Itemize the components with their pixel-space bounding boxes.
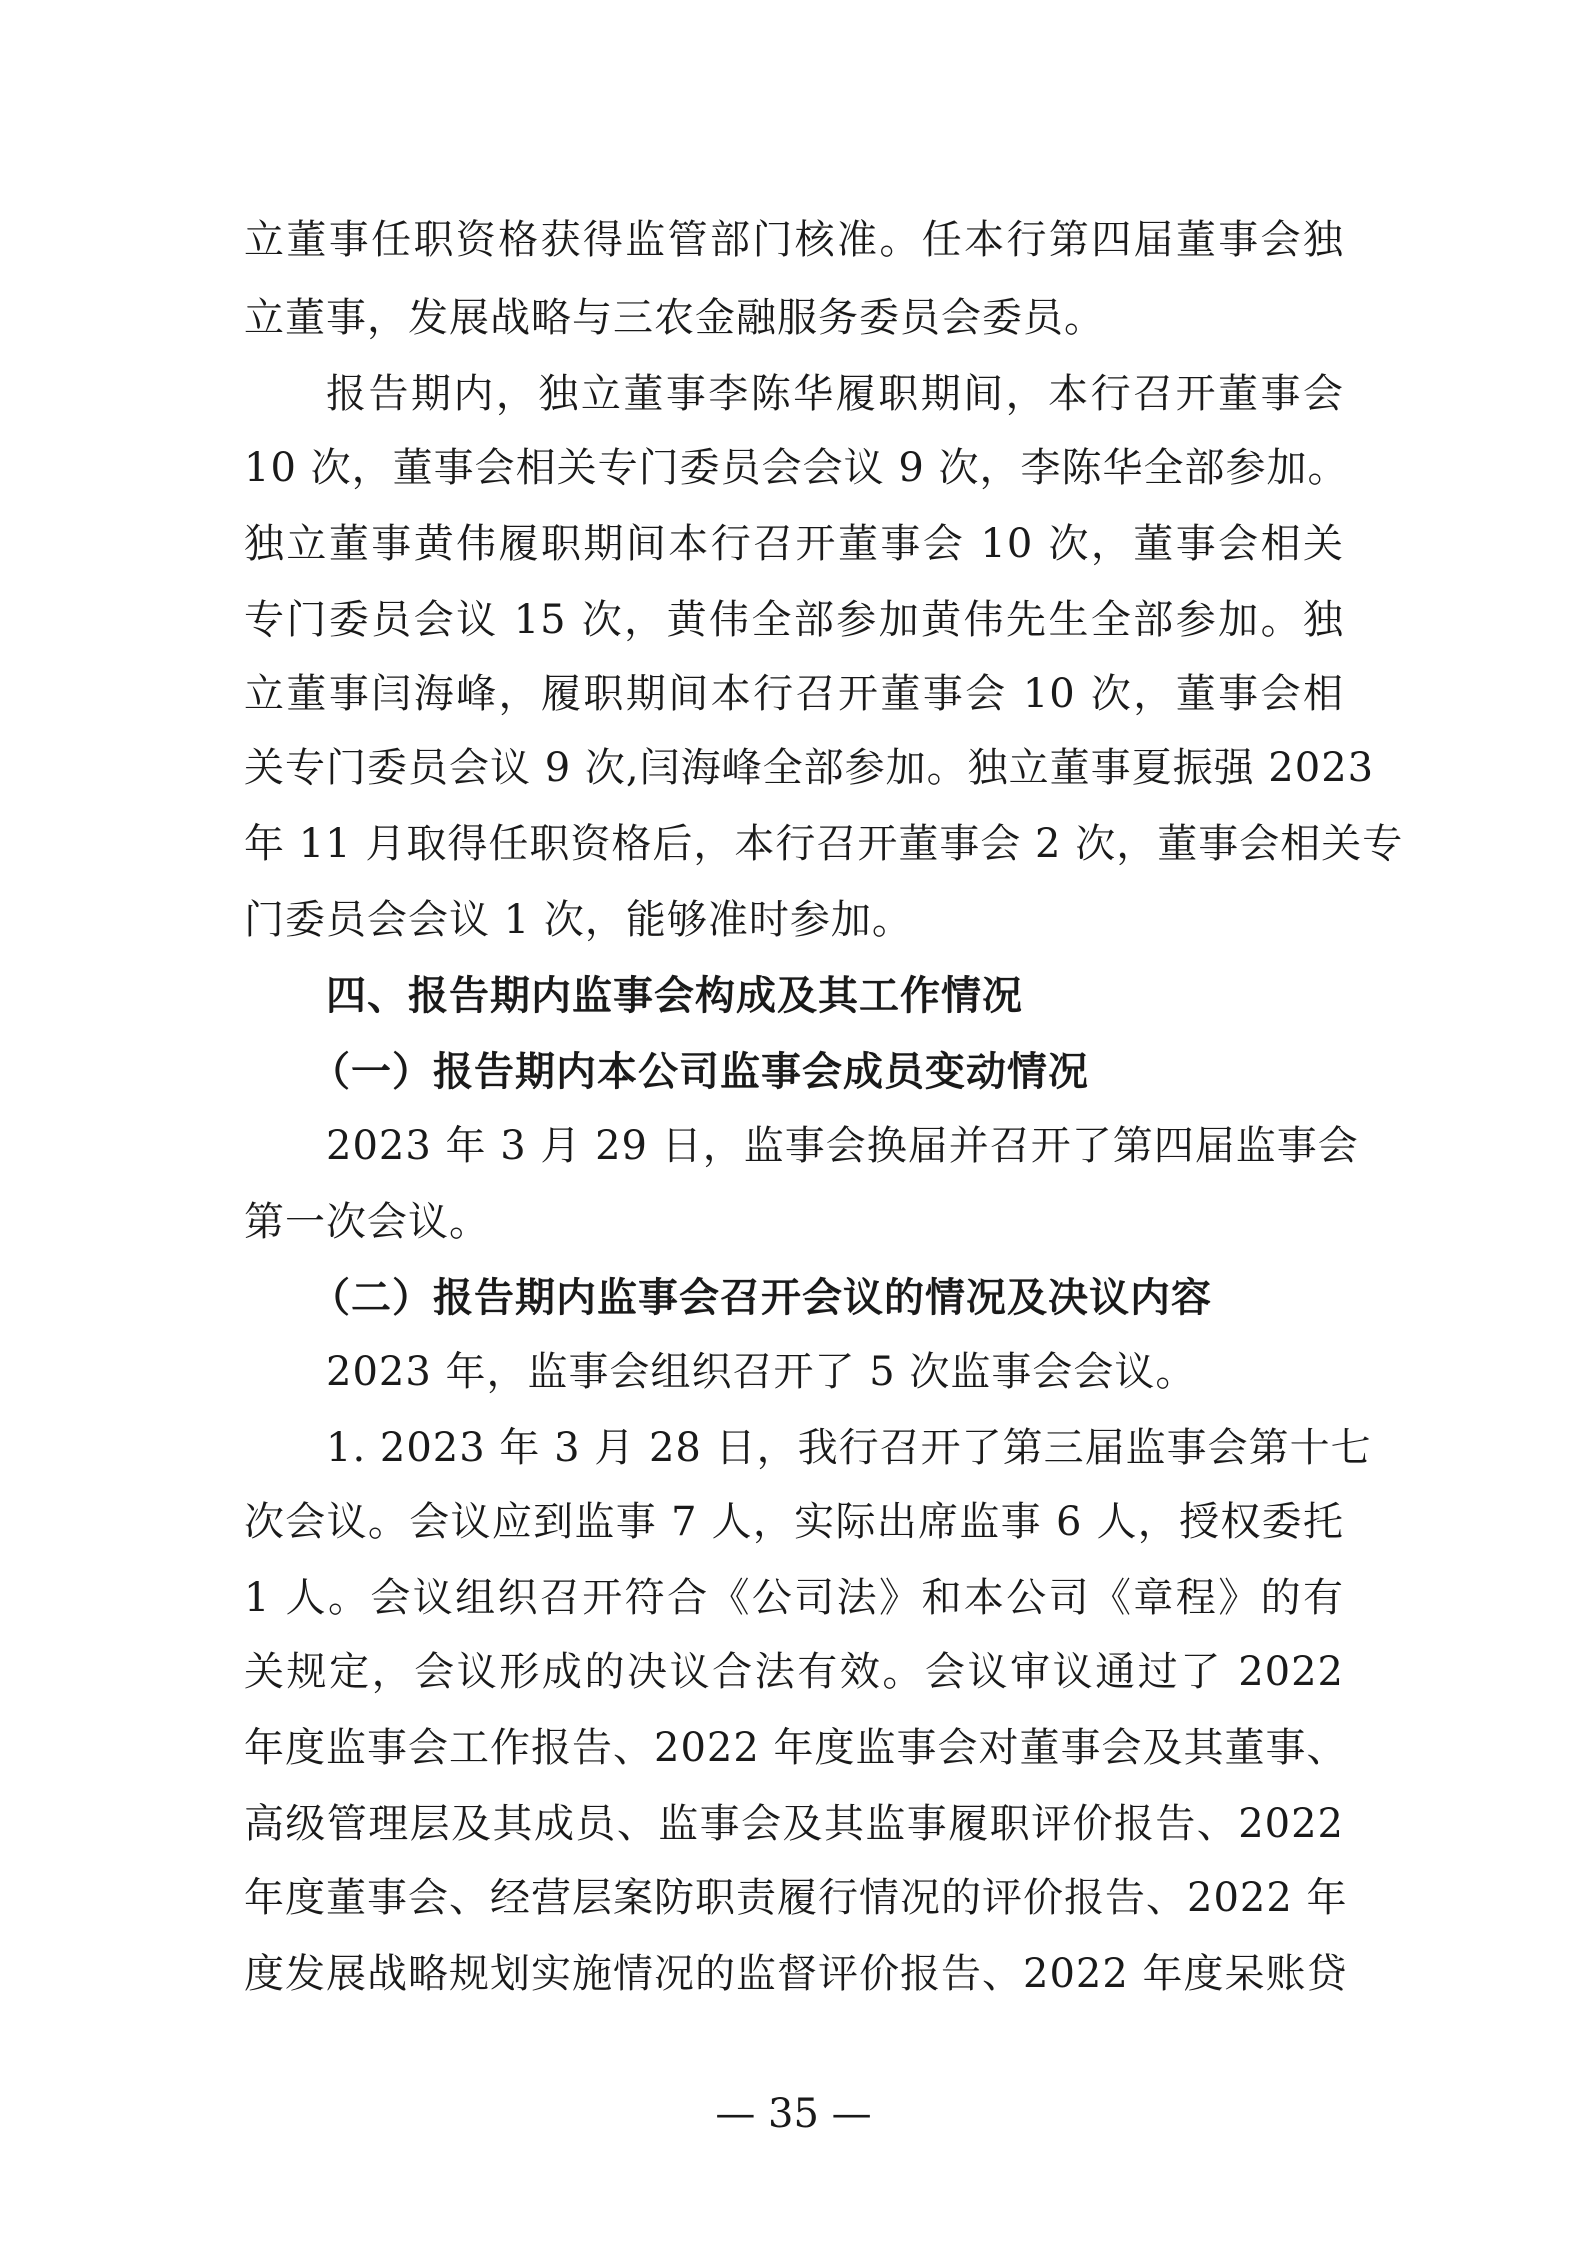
body-line: 10 次，董事会相关专门委员会会议 9 次，李陈华全部参加。 bbox=[244, 445, 1349, 491]
body-line: 关规定，会议形成的决议合法有效。会议审议通过了 2022 bbox=[244, 1649, 1344, 1695]
body-line: 2023 年，监事会组织召开了 5 次监事会会议。 bbox=[326, 1349, 1197, 1395]
body-line: 立董事闫海峰，履职期间本行召开董事会 10 次，董事会相 bbox=[244, 671, 1344, 717]
body-line: 次会议。会议应到监事 7 人，实际出席监事 6 人，授权委托 bbox=[244, 1499, 1344, 1545]
body-line: 关专门委员会议 9 次,闫海峰全部参加。独立董事夏振强 2023 bbox=[244, 745, 1375, 791]
body-line: 度发展战略规划实施情况的监督评价报告、2022 年度呆账贷 bbox=[244, 1951, 1348, 1997]
body-line: 立董事，发展战略与三农金融服务委员会委员。 bbox=[244, 295, 1105, 341]
body-line: 1. 2023 年 3 月 28 日，我行召开了第三届监事会第十七 bbox=[326, 1425, 1372, 1471]
body-line: 立董事任职资格获得监管部门核准。任本行第四届董事会独 bbox=[244, 217, 1344, 263]
page-number: — 35 — bbox=[715, 2091, 872, 2137]
body-line: 1 人。会议组织召开符合《公司法》和本公司《章程》的有 bbox=[244, 1575, 1344, 1621]
body-line: 高级管理层及其成员、监事会及其监事履职评价报告、2022 bbox=[244, 1801, 1344, 1847]
subsection-heading: （二）报告期内监事会召开会议的情况及决议内容 bbox=[310, 1274, 1212, 1321]
body-line: 门委员会会议 1 次，能够准时参加。 bbox=[244, 897, 913, 943]
section-heading: 四、报告期内监事会构成及其工作情况 bbox=[326, 972, 1023, 1019]
body-line: 2023 年 3 月 29 日，监事会换届并召开了第四届监事会 bbox=[326, 1123, 1359, 1169]
body-line: 年度董事会、经营层案防职责履行情况的评价报告、2022 年 bbox=[244, 1875, 1348, 1921]
body-line: 专门委员会议 15 次，黄伟全部参加黄伟先生全部参加。独 bbox=[244, 597, 1344, 643]
body-line: 第一次会议。 bbox=[244, 1199, 490, 1245]
body-line: 年度监事会工作报告、2022 年度监事会对董事会及其董事、 bbox=[244, 1725, 1348, 1771]
body-line: 独立董事黄伟履职期间本行召开董事会 10 次，董事会相关 bbox=[244, 521, 1344, 567]
body-line: 年 11 月取得任职资格后，本行召开董事会 2 次，董事会相关专 bbox=[244, 821, 1404, 867]
subsection-heading: （一）报告期内本公司监事会成员变动情况 bbox=[310, 1048, 1089, 1095]
body-line: 报告期内，独立董事李陈华履职期间，本行召开董事会 bbox=[326, 371, 1344, 417]
